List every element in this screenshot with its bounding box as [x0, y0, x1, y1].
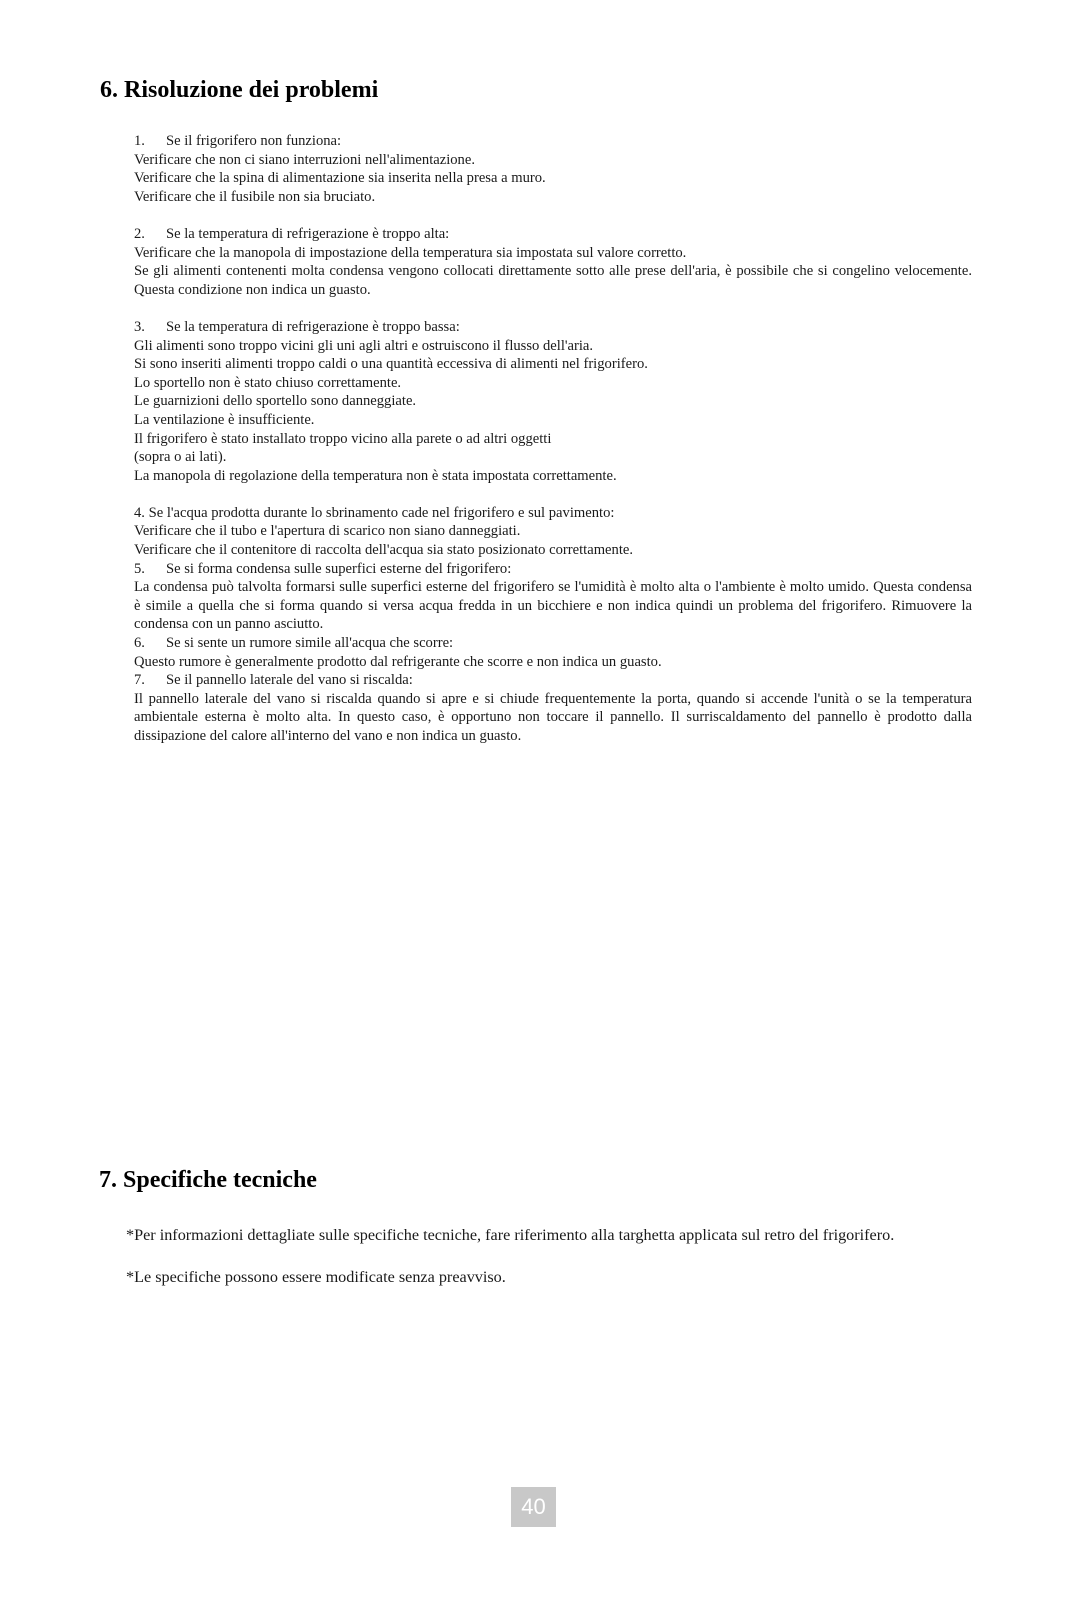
item-heading — [134, 132, 972, 151]
item-line: Questo rumore è generalmente prodotto dal refrigerante che scorre e non indica un guasto. — [134, 653, 662, 670]
item-line: Verificare che il contenitore di raccolta dell'acqua sia stato posizionato correttamente. — [134, 542, 633, 559]
item-line: Lo sportello non è stato chiuso correttamente. — [134, 374, 402, 391]
spec-paragraph-1: *Per informazioni dettagliate sulle specifiche tecniche, fare riferimento alla targhetta applicata sul retro del frigorifero. — [126, 1226, 895, 1244]
page-number: 40 — [511, 1487, 556, 1527]
item-heading-text: Se la temperatura di refrigerazione è troppo bassa: — [166, 318, 460, 335]
specifications-body — [94, 1225, 968, 1287]
section-title-troubleshooting: 6. Risoluzione dei problemi — [100, 77, 379, 103]
item-heading-text: Se la temperatura di refrigerazione è troppo alta: — [166, 225, 450, 242]
trouble-item-6 — [134, 634, 972, 671]
item-line: La manopola di regolazione della temperatura non è stata impostata correttamente. — [134, 467, 617, 484]
item-heading-text: Se si sente un rumore simile all'acqua che scorre: — [166, 635, 454, 652]
spec-paragraph-2: *Le specifiche possono essere modificate senza preavviso. — [126, 1268, 506, 1286]
item-line: Gli alimenti sono troppo vicini gli uni agli altri e ostruiscono il flusso dell'aria. — [134, 337, 594, 354]
trouble-item-5 — [134, 560, 972, 634]
item-heading — [134, 225, 972, 244]
item-heading — [134, 318, 972, 337]
item-line: Verificare che il fusibile non sia bruciato. — [134, 188, 376, 205]
item-line: Verificare che la manopola di impostazione della temperatura sia impostata sul valore corretto. — [134, 244, 687, 261]
trouble-item-4 — [134, 504, 972, 560]
item-heading — [134, 671, 972, 690]
item-line: (sopra o ai lati). — [134, 449, 227, 466]
item-paragraph: Il pannello laterale del vano si riscalda quando si apre e si chiude frequentemente la porta, quando si accende l'unità o se la temperatura ambientale esterna è molto alta. In questo caso, è opportuno non toccare il pannello. Il surriscaldamento del pannello è prodotto dalla dissipazione del calore all'interno del vano e non indica un guasto. — [134, 690, 972, 744]
item-number: 7. — [134, 672, 145, 689]
trouble-item-1 — [134, 132, 972, 206]
trouble-item-3 — [134, 318, 972, 485]
item-line: Il frigorifero è stato installato troppo vicino alla parete o ad altri oggetti — [134, 430, 552, 447]
item-heading-text: Se il pannello laterale del vano si riscalda: — [166, 672, 413, 689]
item-number: 3. — [134, 318, 145, 335]
item-number: 5. — [134, 560, 145, 577]
item-number: 1. — [134, 133, 145, 149]
item-heading-text: Se il frigorifero non funziona: — [166, 133, 342, 149]
item-line: Si sono inseriti alimenti troppo caldi o una quantità eccessiva di alimenti nel frigorifero. — [134, 356, 648, 373]
item-heading-text: Se si forma condensa sulle superfici esterne del frigorifero: — [166, 560, 512, 577]
item-number: 6. — [134, 635, 145, 652]
item-line: Le guarnizioni dello sportello sono danneggiate. — [134, 393, 417, 410]
item-line: Verificare che il tubo e l'apertura di scarico non siano danneggiati. — [134, 523, 521, 540]
trouble-item-7 — [134, 671, 972, 745]
item-line: Verificare che non ci siano interruzioni nell'alimentazione. — [134, 151, 475, 168]
item-line: Verificare che la spina di alimentazione sia inserita nella presa a muro. — [134, 170, 546, 187]
item-paragraph: La condensa può talvolta formarsi sulle superfici esterne del frigorifero se l'umidità è molto alta o l'ambiente è molto umido. Questa condensa è simile a quella che si forma quando si versa acqua fredda in un bicchiere e non indica quindi un problema del frigorifero. Rimuovere la condensa con un panno asciutto. — [134, 579, 972, 633]
trouble-item-2 — [134, 225, 972, 299]
item-heading-text: 4. Se l'acqua prodotta durante lo sbrinamento cade nel frigorifero e sul pavimento: — [134, 504, 615, 521]
item-heading — [134, 634, 972, 653]
item-number: 2. — [134, 225, 145, 242]
section-title-specifications: 7. Specifiche tecniche — [99, 1167, 317, 1193]
item-heading — [134, 560, 972, 579]
troubleshooting-body — [134, 132, 972, 746]
item-paragraph: Se gli alimenti contenenti molta condensa vengono collocati direttamente sotto alle prese dell'aria, è possibile che si congelino velocemente. Questa condizione non indica un guasto. — [134, 263, 972, 298]
item-line: La ventilazione è insufficiente. — [134, 411, 315, 428]
